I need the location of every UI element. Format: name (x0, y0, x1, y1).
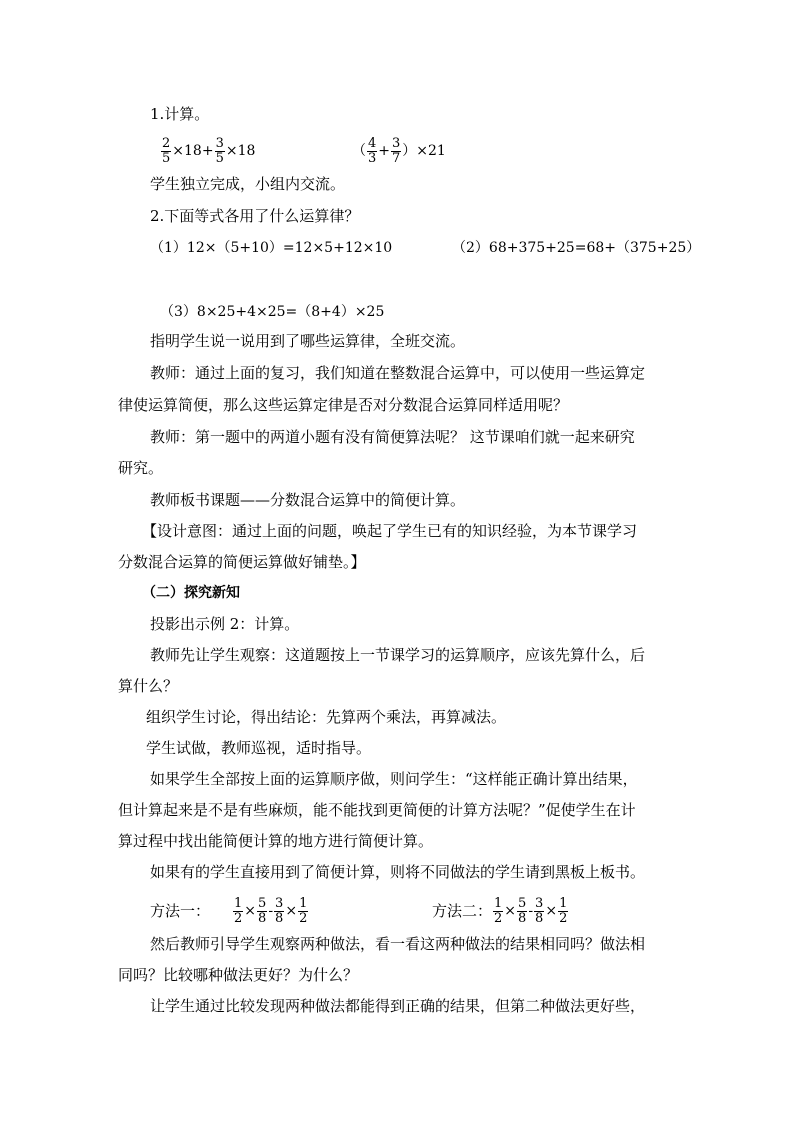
paragraph: 投影出示例 2：计算。 (150, 615, 300, 633)
paragraph: 如果有的学生直接用到了简便计算，则将不同做法的学生请到黑板上板书。 (150, 863, 646, 881)
equation-2: （2）68+375+25=68+（375+25） (452, 240, 701, 256)
paragraph: 教师先让学生观察：这道题按上一节课学习的运算顺序，应该先算什么，后 (150, 646, 646, 664)
fraction: $\frac{1}{2}$ (299, 895, 308, 926)
design-intent-note: 【设计意图：通过上面的问题，唤起了学生已有的知识经验，为本节课学习 (142, 522, 638, 540)
fraction: $\frac{1}{2}$ (494, 895, 503, 926)
exercise-2-heading: 2.下面等式各用了什么运算律？ (150, 207, 360, 225)
fraction: $\frac{3}{7}$ (392, 135, 401, 166)
paragraph: 律使运算简便，那么这些运算定律是否对分数混合运算同样适用呢？ (118, 396, 569, 414)
fraction: $\frac{4}{3}$ (368, 135, 377, 166)
paragraph: 算什么？ (118, 677, 179, 695)
method-1: 方法一： $\frac{1}{2}$ × $\frac{5}{8}$ - $\frac{3}{8}$ × $\frac{1}{2}$ (150, 890, 309, 930)
paragraph: 但计算起来是不是有些麻烦，能不能找到更简便的计算方法呢？”促使学生在计 (118, 801, 636, 819)
paragraph: 教师板书课题——分数混合运算中的简便计算。 (150, 491, 466, 509)
paragraph: 指明学生说一说用到了哪些运算律，全班交流。 (150, 332, 466, 350)
fraction: $\frac{3}{8}$ (535, 895, 544, 926)
paragraph: 同吗？比较哪种做法更好？为什么？ (118, 966, 359, 984)
paragraph: 学生试做，教师巡视，适时指导。 (146, 739, 372, 757)
fraction: $\frac{5}{8}$ (258, 895, 267, 926)
paragraph: 组织学生讨论，得出结论：先算两个乘法，再算减法。 (146, 708, 507, 726)
paragraph: 学生独立完成，小组内交流。 (150, 175, 346, 193)
section-heading: （二）探究新知 (142, 585, 240, 601)
method-1-label: 方法一： (150, 902, 211, 920)
method-2: 方法二： $\frac{1}{2}$ × $\frac{5}{8}$ - $\frac{3}{8}$ × $\frac{1}{2}$ (432, 890, 569, 930)
paragraph: 教师：第一题中的两道小题有没有简便算法呢？ 这节课咱们就一起来研究 (150, 428, 635, 446)
fraction: $\frac{2}{5}$ (162, 135, 171, 166)
paragraph: 如果学生全部按上面的运算顺序做，则问学生：“这样能正确计算出结果， (150, 770, 638, 788)
exercise-1-heading: 1.计算。 (150, 105, 210, 123)
paragraph: 然后教师引导学生观察两种做法，看一看这两种做法的结果相同吗？做法相 (150, 935, 646, 953)
expression-2: （ $\frac{4}{3}$ + $\frac{3}{7}$ ）×21 (352, 135, 446, 166)
expression-1: $\frac{2}{5}$ ×18+ $\frac{3}{5}$ ×18 (162, 135, 256, 166)
fraction: $\frac{1}{2}$ (234, 895, 243, 926)
paragraph: 让学生通过比较发现两种做法都能得到正确的结果，但第二种做法更好些， (150, 997, 646, 1015)
fraction: $\frac{3}{8}$ (275, 895, 284, 926)
fraction: $\frac{5}{8}$ (518, 895, 527, 926)
paragraph: 算过程中找出能简便计算的地方进行简便计算。 (118, 832, 434, 850)
fraction: $\frac{1}{2}$ (559, 895, 568, 926)
equation-3: （3）8×25+4×25=（8+4）×25 (160, 304, 385, 320)
fraction: $\frac{3}{5}$ (215, 135, 224, 166)
design-intent-note: 分数混合运算的简便运算做好铺垫。】 (118, 553, 366, 571)
paragraph: 教师：通过上面的复习，我们知道在整数混合运算中，可以使用一些运算定 (150, 364, 646, 382)
method-2-label: 方法二： (432, 902, 493, 920)
paragraph: 研究。 (118, 459, 164, 477)
equation-1: （1）12×（5+10）=12×5+12×10 (150, 240, 393, 256)
